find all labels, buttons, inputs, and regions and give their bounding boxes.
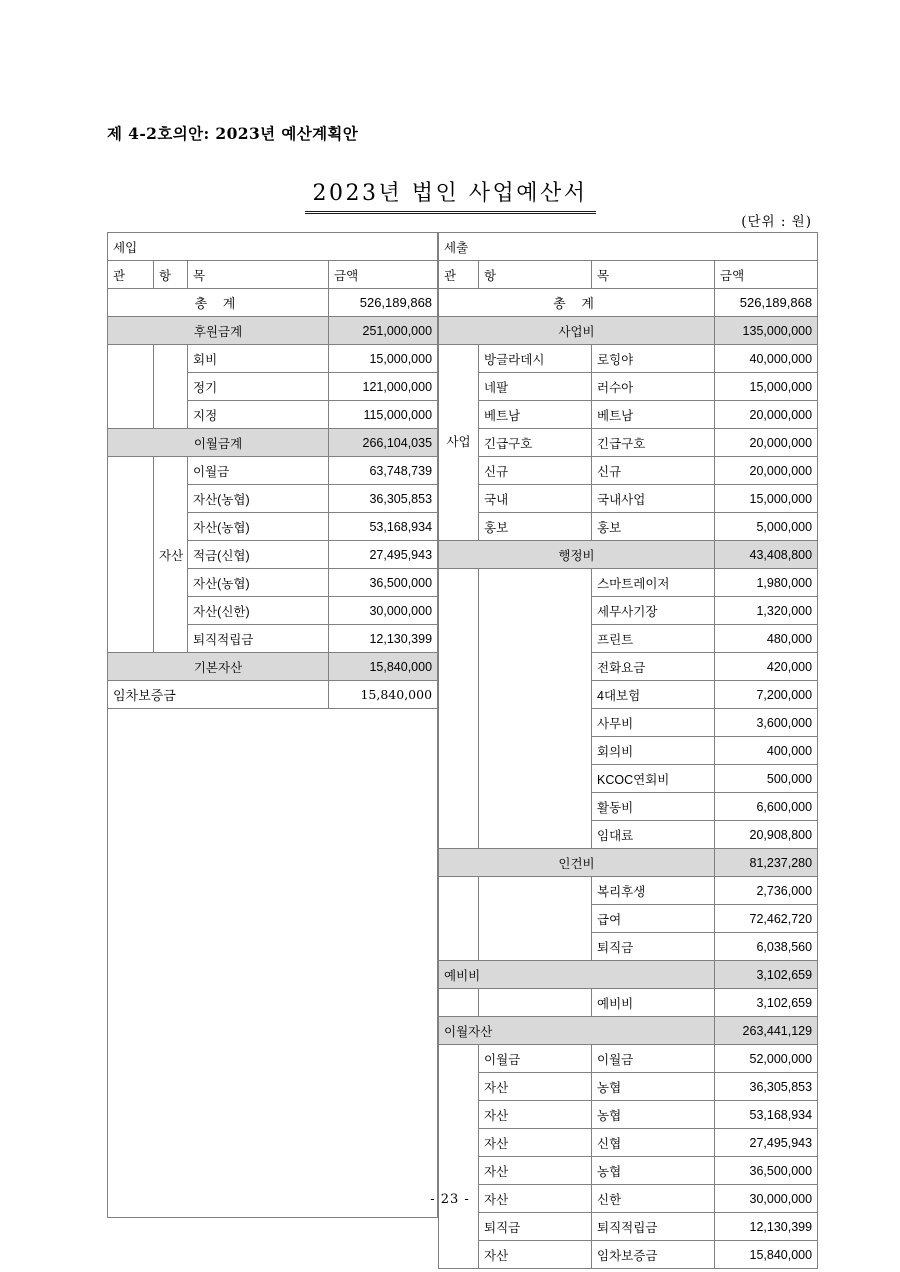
table-row <box>108 429 438 457</box>
revenue-mok: 적금(신협) <box>188 541 329 569</box>
expense-mok: 임대료 <box>592 821 715 849</box>
revenue-group-amount: 266,104,035 <box>329 429 438 457</box>
expense-mok: 예비비 <box>592 989 715 1017</box>
expense-col-mok: 목 <box>592 261 715 289</box>
expense-mok: 러수아 <box>592 373 715 401</box>
unit-note: (단위 : 원) <box>741 214 812 230</box>
table-row <box>439 513 818 541</box>
revenue-section-row <box>108 233 438 261</box>
table-row <box>439 1045 818 1073</box>
expense-hang: 신규 <box>479 457 592 485</box>
table-row <box>108 345 438 373</box>
revenue-group-amount: 15,840,000 <box>329 653 438 681</box>
expense-hang: 국내 <box>479 485 592 513</box>
expense-amount: 420,000 <box>715 653 818 681</box>
expense-group-label: 사업비 <box>439 317 715 345</box>
expense-amount: 12,130,399 <box>715 1213 818 1241</box>
expense-group-amount: 43,408,800 <box>715 541 818 569</box>
expense-amount: 15,000,000 <box>715 373 818 401</box>
revenue-group-amount: 251,000,000 <box>329 317 438 345</box>
table-row <box>439 989 818 1017</box>
expense-col-amount: 금액 <box>715 261 818 289</box>
expense-section-label: 세출 <box>439 233 818 261</box>
expense-gwan-cell <box>439 877 479 961</box>
expense-amount: 480,000 <box>715 625 818 653</box>
expense-mok: 활동비 <box>592 793 715 821</box>
revenue-amount: 63,748,739 <box>329 457 438 485</box>
revenue-gwan-cell <box>108 345 154 429</box>
revenue-filler-row <box>108 709 438 1218</box>
revenue-mok: 임차보증금 <box>108 681 329 709</box>
revenue-amount: 36,500,000 <box>329 569 438 597</box>
table-row <box>108 317 438 345</box>
expense-gwan-cell <box>439 1045 479 1269</box>
expense-group-amount: 135,000,000 <box>715 317 818 345</box>
expense-mok: 퇴직적립금 <box>592 1213 715 1241</box>
revenue-table-body <box>108 233 438 1218</box>
expense-mok: 스마트레이저 <box>592 569 715 597</box>
revenue-col-hang: 항 <box>154 261 188 289</box>
expense-hang: 방글라데시 <box>479 345 592 373</box>
expense-mok: 농협 <box>592 1073 715 1101</box>
revenue-amount: 36,305,853 <box>329 485 438 513</box>
expense-amount: 1,980,000 <box>715 569 818 597</box>
revenue-col-gwan: 관 <box>108 261 154 289</box>
table-row <box>108 457 438 485</box>
expense-hang-cell <box>479 569 592 849</box>
revenue-mok: 이월금 <box>188 457 329 485</box>
expense-table-body <box>439 233 818 1269</box>
revenue-mok: 회비 <box>188 345 329 373</box>
expense-hang-cell <box>479 989 592 1017</box>
expense-total-row <box>439 289 818 317</box>
table-row <box>439 485 818 513</box>
expense-total-amount: 526,189,868 <box>715 289 818 317</box>
expense-amount: 52,000,000 <box>715 1045 818 1073</box>
revenue-mok: 자산(농협) <box>188 513 329 541</box>
table-row <box>439 1073 818 1101</box>
table-row <box>108 681 438 709</box>
page-title-container <box>0 176 900 214</box>
expense-amount: 20,000,000 <box>715 401 818 429</box>
expense-hang: 자산 <box>479 1129 592 1157</box>
expense-mok: 신협 <box>592 1129 715 1157</box>
expense-total-label: 총 계 <box>439 289 715 317</box>
expense-mok: 프린트 <box>592 625 715 653</box>
expense-group-label: 인건비 <box>439 849 715 877</box>
expense-amount: 53,168,934 <box>715 1101 818 1129</box>
expense-gwan-cell <box>439 989 479 1017</box>
expense-group-label: 행정비 <box>439 541 715 569</box>
table-row <box>439 1129 818 1157</box>
expense-amount: 3,102,659 <box>715 989 818 1017</box>
revenue-total-label: 총 계 <box>108 289 329 317</box>
table-row <box>439 373 818 401</box>
table-row <box>108 653 438 681</box>
table-row <box>439 401 818 429</box>
table-row <box>439 1213 818 1241</box>
expense-group-label: 예비비 <box>439 961 715 989</box>
expense-amount: 6,038,560 <box>715 933 818 961</box>
table-row <box>439 1241 818 1269</box>
expense-amount: 20,908,800 <box>715 821 818 849</box>
revenue-total-row <box>108 289 438 317</box>
revenue-empty-area <box>108 709 438 1218</box>
revenue-amount: 15,000,000 <box>329 345 438 373</box>
expense-mok: 베트남 <box>592 401 715 429</box>
expense-group-label: 이월자산 <box>439 1017 715 1045</box>
expense-mok: 퇴직금 <box>592 933 715 961</box>
expense-table <box>438 232 818 1269</box>
expense-gwan-cell <box>439 569 479 849</box>
expense-amount: 400,000 <box>715 737 818 765</box>
expense-hang: 긴급구호 <box>479 429 592 457</box>
expense-mok: 사무비 <box>592 709 715 737</box>
expense-mok: 농협 <box>592 1101 715 1129</box>
expense-mok: 신한 <box>592 1185 715 1213</box>
revenue-amount: 15,840,000 <box>329 681 438 709</box>
expense-hang: 자산 <box>479 1157 592 1185</box>
table-row <box>439 849 818 877</box>
expense-section-row <box>439 233 818 261</box>
expense-mok: 세무사기장 <box>592 597 715 625</box>
table-row <box>439 345 818 373</box>
table-row <box>439 429 818 457</box>
table-row <box>439 1101 818 1129</box>
expense-amount: 1,320,000 <box>715 597 818 625</box>
expense-amount: 15,840,000 <box>715 1241 818 1269</box>
expense-hang: 홍보 <box>479 513 592 541</box>
expense-group-amount: 81,237,280 <box>715 849 818 877</box>
revenue-group-label: 후원금계 <box>108 317 329 345</box>
expense-hang: 이월금 <box>479 1045 592 1073</box>
expense-hang: 네팔 <box>479 373 592 401</box>
expense-amount: 40,000,000 <box>715 345 818 373</box>
revenue-mok: 자산(농협) <box>188 485 329 513</box>
table-row <box>439 317 818 345</box>
revenue-amount: 53,168,934 <box>329 513 438 541</box>
expense-amount: 36,305,853 <box>715 1073 818 1101</box>
expense-amount: 6,600,000 <box>715 793 818 821</box>
revenue-section-label: 세입 <box>108 233 438 261</box>
page-number: - 23 - <box>430 1192 470 1207</box>
revenue-header-row <box>108 261 438 289</box>
expense-hang: 자산 <box>479 1101 592 1129</box>
table-row <box>439 1157 818 1185</box>
revenue-mok: 퇴직적립금 <box>188 625 329 653</box>
revenue-col-amount: 금액 <box>329 261 438 289</box>
expense-mok: 국내사업 <box>592 485 715 513</box>
revenue-total-amount: 526,189,868 <box>329 289 438 317</box>
revenue-group-label: 이월금계 <box>108 429 329 457</box>
table-row <box>439 961 818 989</box>
expense-mok: 로힝야 <box>592 345 715 373</box>
expense-mok: 4대보험 <box>592 681 715 709</box>
revenue-mok: 자산(농협) <box>188 569 329 597</box>
revenue-amount: 121,000,000 <box>329 373 438 401</box>
expense-amount: 30,000,000 <box>715 1185 818 1213</box>
expense-amount: 20,000,000 <box>715 457 818 485</box>
revenue-mok: 지정 <box>188 401 329 429</box>
revenue-mok: 자산(신한) <box>188 597 329 625</box>
expense-mok: KCOC연회비 <box>592 765 715 793</box>
expense-mok: 농협 <box>592 1157 715 1185</box>
expense-hang: 자산 <box>479 1185 592 1213</box>
budget-tables <box>107 232 813 1269</box>
revenue-hang-label: 자산 <box>154 457 188 653</box>
expense-amount: 5,000,000 <box>715 513 818 541</box>
expense-amount: 15,000,000 <box>715 485 818 513</box>
expense-header-row <box>439 261 818 289</box>
table-row <box>439 1017 818 1045</box>
expense-group-amount: 3,102,659 <box>715 961 818 989</box>
expense-group-amount: 263,441,129 <box>715 1017 818 1045</box>
revenue-amount: 27,495,943 <box>329 541 438 569</box>
revenue-amount: 12,130,399 <box>329 625 438 653</box>
expense-gwan-label: 사업 <box>439 345 479 541</box>
revenue-group-label: 기본자산 <box>108 653 329 681</box>
expense-amount: 20,000,000 <box>715 429 818 457</box>
table-row <box>439 877 818 905</box>
table-row <box>439 541 818 569</box>
expense-mok: 임차보증금 <box>592 1241 715 1269</box>
expense-hang: 자산 <box>479 1073 592 1101</box>
revenue-table <box>107 232 438 1218</box>
expense-amount: 500,000 <box>715 765 818 793</box>
revenue-gwan-cell <box>108 457 154 653</box>
expense-hang: 베트남 <box>479 401 592 429</box>
table-row <box>439 457 818 485</box>
expense-amount: 3,600,000 <box>715 709 818 737</box>
expense-hang-cell <box>479 877 592 961</box>
table-row <box>439 569 818 597</box>
expense-mok: 이월금 <box>592 1045 715 1073</box>
page-title: 2023년 법인 사업예산서 <box>305 176 596 214</box>
expense-mok: 급여 <box>592 905 715 933</box>
expense-col-hang: 항 <box>479 261 592 289</box>
expense-amount: 36,500,000 <box>715 1157 818 1185</box>
revenue-mok: 정기 <box>188 373 329 401</box>
expense-mok: 신규 <box>592 457 715 485</box>
expense-hang: 퇴직금 <box>479 1213 592 1241</box>
expense-col-gwan: 관 <box>439 261 479 289</box>
expense-mok: 회의비 <box>592 737 715 765</box>
expense-mok: 홍보 <box>592 513 715 541</box>
revenue-hang-cell <box>154 345 188 429</box>
revenue-col-mok: 목 <box>188 261 329 289</box>
expense-amount: 7,200,000 <box>715 681 818 709</box>
expense-mok: 복리후생 <box>592 877 715 905</box>
expense-amount: 27,495,943 <box>715 1129 818 1157</box>
expense-mok: 긴급구호 <box>592 429 715 457</box>
expense-mok: 전화요금 <box>592 653 715 681</box>
revenue-amount: 30,000,000 <box>329 597 438 625</box>
agenda-heading: 제 4-2호의안: 2023년 예산계획안 <box>107 124 359 143</box>
revenue-amount: 115,000,000 <box>329 401 438 429</box>
expense-hang: 자산 <box>479 1241 592 1269</box>
expense-amount: 72,462,720 <box>715 905 818 933</box>
expense-amount: 2,736,000 <box>715 877 818 905</box>
